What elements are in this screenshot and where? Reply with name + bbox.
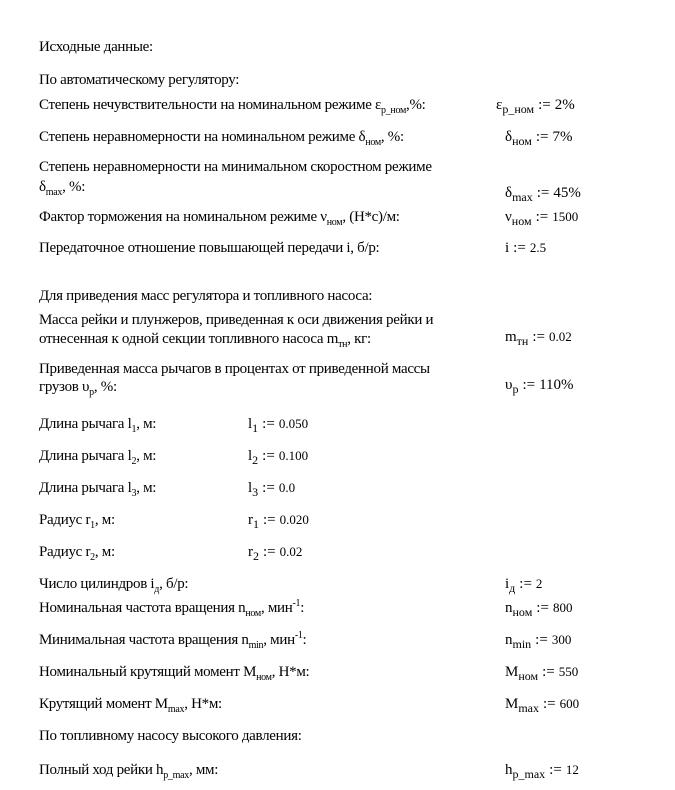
value-r1[interactable]: $r_1$ := 0.020 — [248, 512, 309, 531]
label-upsilon-p-line1: Приведенная масса рычагов в процентах от приведенной массы — [39, 361, 430, 377]
value-delta-max[interactable]: $\delta_{max}$ := 45% — [505, 185, 581, 204]
label-upsilon-p: грузов $\upsilon_р$, %: — [39, 379, 117, 398]
value-delta-nom[interactable]: $\delta_{ном}$ := 7% — [505, 129, 573, 148]
value-m-max[interactable]: $M_{max}$ := 600 — [505, 696, 580, 715]
label-nu-nom: Фактор торможения на номинальном режиме $\nu_{ном}$, (Н*с)/м: — [39, 209, 400, 228]
value-m-tn[interactable]: $m_{тн}$ := 0.02 — [505, 329, 572, 348]
label-gear-ratio: Передаточное отношение повышающей передачи i, б/р: — [39, 240, 380, 256]
label-n-min: Минимальная частота вращения $n_{min}$, мин$^{-1}$: — [39, 630, 307, 651]
value-n-min[interactable]: $n_{min}$ := 300 — [505, 632, 572, 651]
heading-regulator: По автоматическому регулятору: — [39, 72, 240, 88]
value-eps-nom[interactable]: $\varepsilon_{р\_ном}$ := 2% — [496, 97, 575, 116]
label-h-p-max: Полный ход рейки $h_{р\_max}$, мм: — [39, 762, 219, 781]
value-l1[interactable]: $l_1$ := 0.050 — [248, 416, 309, 435]
heading-pump: По топливному насосу высокого давления: — [39, 728, 302, 744]
value-upsilon-p[interactable]: $\upsilon_р$ := 110% — [505, 377, 574, 396]
label-n-nom: Номинальная частота вращения $n_{ном}$, мин$^{-1}$: — [39, 598, 305, 619]
label-delta-nom: Степень неравномерности на номинальном режиме $\delta_{ном}$, %: — [39, 129, 404, 148]
label-eps-nom: Степень нечувствительности на номинальном режиме $\varepsilon_{р\_ном},\%$: — [39, 97, 426, 116]
label-l3: Длина рычага $l_3$, м: — [39, 480, 157, 499]
label-delta-max-line1: Степень неравномерности на минимальном скоростном режиме — [39, 159, 432, 175]
value-cylinders[interactable]: $i_д$ := 2 — [505, 576, 543, 595]
value-m-nom[interactable]: $M_{ном}$ := 550 — [505, 664, 579, 683]
value-r2[interactable]: $r_2$ := 0.02 — [248, 544, 303, 563]
heading-initial-data: Исходные данные: — [39, 39, 153, 55]
label-r2: Радиус $r_2$, м: — [39, 544, 115, 563]
value-n-nom[interactable]: $n_{ном}$ := 800 — [505, 600, 573, 619]
label-cylinders: Число цилиндров $i_д$, б/р: — [39, 576, 189, 595]
value-l2[interactable]: $l_2$ := 0.100 — [248, 448, 309, 467]
label-m-nom: Номинальный крутящий момент $M_{ном}$, Н*м: — [39, 664, 310, 683]
label-m-max: Крутящий момент $M_{max}$, Н*м: — [39, 696, 222, 715]
label-m-tn-line1: Масса рейки и плунжеров, приведенная к оси движения рейки и — [39, 312, 434, 328]
value-l3[interactable]: $l_3$ := 0.0 — [248, 480, 296, 499]
heading-masses: Для приведения масс регулятора и топливного насоса: — [39, 288, 373, 304]
value-h-p-max[interactable]: $h_{р\_max}$ := 12 — [505, 762, 579, 781]
label-m-tn: отнесенная к одной секции топливного насоса $m_{тн}$, кг: — [39, 331, 371, 350]
value-nu-nom[interactable]: $\nu_{ном}$ := 1500 — [505, 209, 579, 228]
label-r1: Радиус $r_1$, м: — [39, 512, 115, 531]
label-delta-max: $\delta_{max}$, %: — [39, 179, 86, 198]
label-l1: Длина рычага $l_1$, м: — [39, 416, 157, 435]
label-l2: Длина рычага $l_2$, м: — [39, 448, 157, 467]
value-gear-ratio[interactable]: i := 2.5 — [505, 240, 547, 256]
